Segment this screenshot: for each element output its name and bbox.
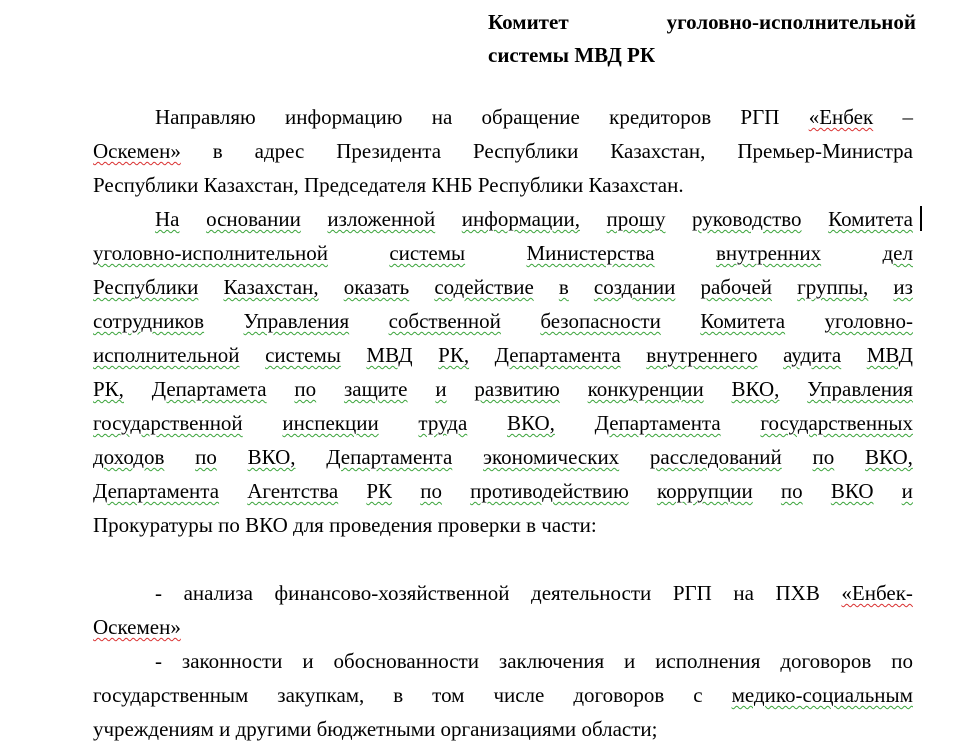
word: сотрудников (93, 309, 205, 333)
word: Казахстан, (223, 275, 319, 299)
word: изложенной (327, 207, 436, 231)
word: и (302, 649, 314, 673)
word: Агентства (247, 479, 339, 503)
word: Республики (472, 139, 579, 163)
word: по (812, 445, 835, 469)
word: ПХВ (775, 581, 820, 605)
text-line (93, 611, 913, 644)
word: системы (389, 241, 466, 265)
word: законности (181, 649, 283, 673)
word: расследований (649, 445, 782, 469)
word: ВКО, (247, 445, 296, 469)
word: - (155, 649, 162, 673)
word: в (212, 139, 223, 163)
word: анализа (183, 581, 253, 605)
word: группы, (797, 275, 869, 299)
word: экономических (483, 445, 620, 469)
word: конкуренции (587, 377, 704, 401)
word: развитию (474, 377, 560, 401)
word: безопасности (540, 309, 661, 333)
word: РК, (438, 343, 470, 367)
word: по (420, 479, 442, 503)
word: - (155, 581, 162, 605)
word: государственных (760, 411, 913, 435)
word: числе (493, 683, 545, 707)
text-line (93, 101, 913, 134)
word: защите (343, 377, 408, 401)
text-line (93, 373, 913, 406)
word: «Енбек- (841, 581, 913, 605)
word: внутренних (715, 241, 822, 265)
word: ВКО, (865, 445, 913, 469)
word: Департамента (494, 343, 621, 367)
word: и (624, 649, 636, 673)
word: Управления (243, 309, 350, 333)
text-line (93, 203, 913, 236)
word: государственным (93, 683, 249, 707)
word: основании (206, 207, 301, 231)
word: доходов (93, 445, 165, 469)
word: обращение (481, 105, 580, 129)
word: РГП (672, 581, 712, 605)
word: аудита (783, 343, 842, 367)
word: Оскемен» (93, 139, 181, 163)
word: закупкам, (277, 683, 365, 707)
word: Оскемен» (93, 615, 181, 639)
word: исполнительной (93, 343, 240, 367)
word: на (733, 581, 754, 605)
word: по (195, 445, 217, 469)
word: обоснованности (333, 649, 479, 673)
text-line (93, 441, 913, 474)
word: том (432, 683, 465, 707)
word: ВКО (830, 479, 874, 503)
word: дел (882, 241, 913, 265)
text-line (93, 271, 913, 304)
word: по (891, 649, 913, 673)
word: договоров (573, 683, 665, 707)
word: исполнения (655, 649, 761, 673)
text-line (93, 135, 913, 168)
word: Управления (807, 377, 913, 401)
word: Премьер-Министра (737, 139, 913, 163)
word: На (155, 207, 180, 231)
text-line (93, 407, 913, 440)
word: и (435, 377, 447, 401)
addressee-word-committee: Комитет (488, 10, 569, 34)
word: адрес (254, 139, 305, 163)
word: договоров (780, 649, 872, 673)
text-line: Республики Казахстан, Председателя КНБ Республики Казахстан. (93, 173, 684, 197)
word: содействие (434, 275, 534, 299)
text-line (93, 543, 913, 576)
word: системы (265, 343, 341, 367)
text-line (93, 237, 913, 270)
word: Комитета (828, 207, 913, 231)
word: Департамета (151, 377, 267, 401)
word: из (893, 275, 913, 299)
word: кредиторов (609, 105, 712, 129)
word: РК, (93, 377, 124, 401)
text-line (93, 577, 913, 610)
word: Республики (93, 275, 199, 299)
word: оказать (343, 275, 410, 299)
word: уголовно- (824, 309, 913, 333)
word: Президента (336, 139, 442, 163)
word: РГП (740, 105, 780, 129)
word: по (780, 479, 803, 503)
word: заключения (498, 649, 605, 673)
text-cursor (920, 206, 922, 231)
word: информации, (461, 207, 580, 231)
word: коррупции (656, 479, 753, 503)
text-line (93, 339, 913, 372)
word: Направляю (155, 105, 256, 129)
word: ВКО, (507, 411, 555, 435)
word: МВД (366, 343, 413, 367)
word: рабочей (700, 275, 773, 299)
addressee-block (488, 6, 916, 72)
word: Казахстан, (610, 139, 706, 163)
word: деятельности (531, 581, 652, 605)
word: по (294, 377, 317, 401)
word: и (901, 479, 913, 503)
word: руководство (692, 207, 802, 231)
text-line: Прокуратуры по ВКО для проведения проверки в части: (93, 513, 597, 537)
word: Комитета (700, 309, 786, 333)
word: собственной (388, 309, 501, 333)
addressee-line-2: системы МВД РК (488, 43, 656, 67)
word: Департамента (594, 411, 721, 435)
word: МВД (866, 343, 913, 367)
word: Департамента (93, 479, 220, 503)
word: РК (366, 479, 393, 503)
word: внутреннего (646, 343, 758, 367)
addressee-line-1 (488, 6, 916, 39)
word: – (902, 105, 913, 129)
word: «Енбек (808, 105, 874, 129)
text-line (93, 305, 913, 338)
text-line: учреждениям и другими бюджетными организациями области; (93, 717, 658, 741)
word: финансово-хозяйственной (274, 581, 510, 605)
word: на (431, 105, 453, 129)
word: в (393, 683, 404, 707)
word: труда (418, 411, 468, 435)
addressee-word-system-type: уголовно-исполнительной (666, 10, 916, 34)
word: создании (593, 275, 676, 299)
word: противодействию (470, 479, 629, 503)
word: ВКО, (731, 377, 780, 401)
text-line (93, 679, 913, 712)
word: уголовно-исполнительной (93, 241, 328, 265)
word: инспекции (282, 411, 379, 435)
word: в (558, 275, 569, 299)
word: прошу (606, 207, 666, 231)
word: Департамента (326, 445, 453, 469)
text-line (93, 645, 913, 678)
word: Министерства (526, 241, 655, 265)
word: медико-социальным (731, 683, 913, 707)
word: информацию (285, 105, 403, 129)
text-line (93, 475, 913, 508)
word: государственной (93, 411, 243, 435)
word: с (693, 683, 703, 707)
